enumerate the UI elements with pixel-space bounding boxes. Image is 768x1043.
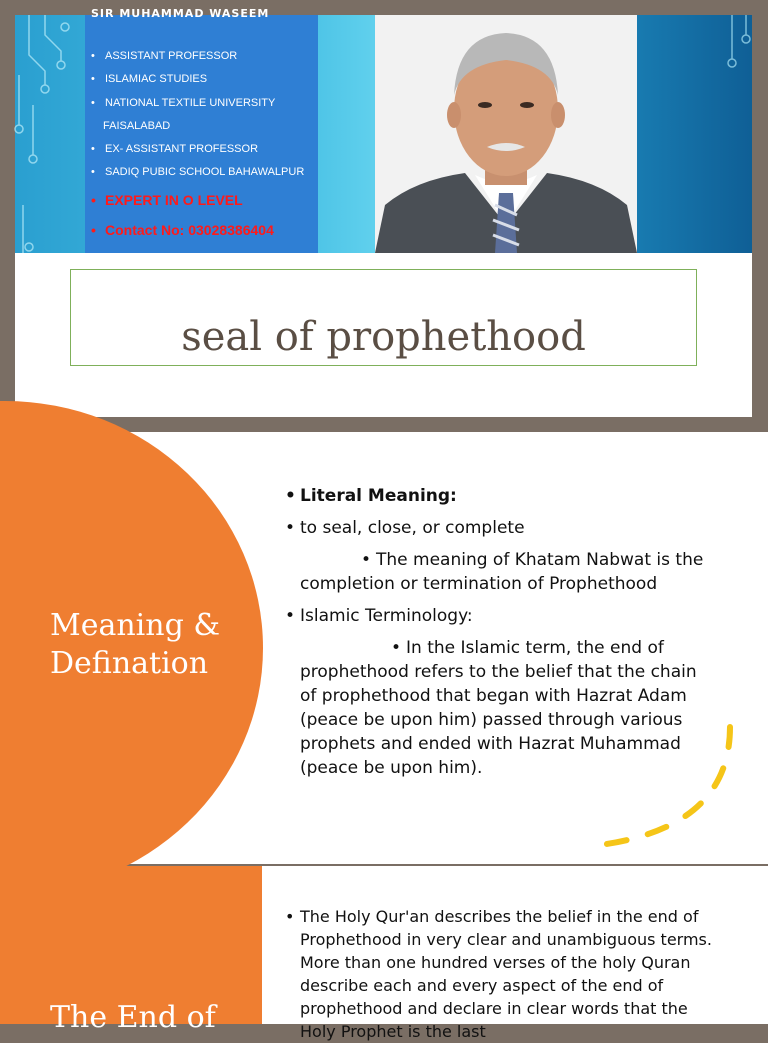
- profile-detail-item: FAISALABAD: [103, 119, 171, 132]
- profile-detail-item: • EX- ASSISTANT PROFESSOR: [91, 138, 304, 161]
- profile-detail-item: • ASSISTANT PROFESSOR: [91, 45, 304, 68]
- slide-end-of-prophethood: [0, 866, 768, 1041]
- profile-info-box: [85, 7, 318, 253]
- end-bullet-list: [285, 905, 715, 1043]
- profile-name: SIR MUHAMMAD WASEEM: [91, 7, 270, 20]
- dashed-arc-decoration: [590, 717, 750, 857]
- profile-highlight-item: • Contact No: 03028386404: [91, 215, 304, 245]
- circuit-decoration: [15, 15, 85, 253]
- meaning-title-line2: Defination: [50, 646, 209, 681]
- slide-title: [15, 7, 752, 417]
- profile-detail-item: • NATIONAL TEXTILE UNIVERSITY: [91, 92, 304, 115]
- profile-detail-item: • SADIQ PUBIC SCHOOL BAHAWALPUR: [91, 161, 304, 184]
- slide-meaning: [0, 432, 768, 864]
- meaning-title-line1: Meaning &: [50, 608, 221, 643]
- profile-photo: [375, 15, 637, 253]
- profile-highlight-item: • EXPERT IN O LEVEL: [91, 185, 304, 215]
- meaning-title: [50, 607, 220, 683]
- portrait-image: [375, 15, 637, 253]
- circuit-decoration-right: [712, 15, 752, 253]
- profile-banner: [15, 7, 752, 253]
- profile-detail-item: • ISLAMIAC STUDIES: [91, 68, 304, 91]
- list-item: • The Holy Qur'an describes the belief in the end of Prophethood in very clear and unambiguous terms. More than one hundred verses of the holy Quran describe each and every aspect of the end of prophethood and declare in clear words that the Holy Prophet is the last: [285, 905, 715, 1043]
- profile-details-list: [91, 45, 304, 245]
- list-item: • Islamic Terminology:: [285, 604, 705, 628]
- list-item: • The meaning of Khatam Nabwat is the completion or termination of Prophethood: [285, 548, 705, 596]
- slide-title-text: seal of prophethood: [181, 314, 586, 360]
- list-item: • Literal Meaning:: [285, 484, 705, 508]
- list-item: • to seal, close, or complete: [285, 516, 705, 540]
- end-title: The End of: [50, 1000, 216, 1035]
- title-box: [70, 269, 697, 366]
- list-item: • In the Islamic term, the end of prophethood refers to the belief that the chain of prophethood that began with Hazrat Adam (peace be upon him) passed through various prophets and ended with Hazrat Muhammad (peace be upon him).: [285, 636, 705, 780]
